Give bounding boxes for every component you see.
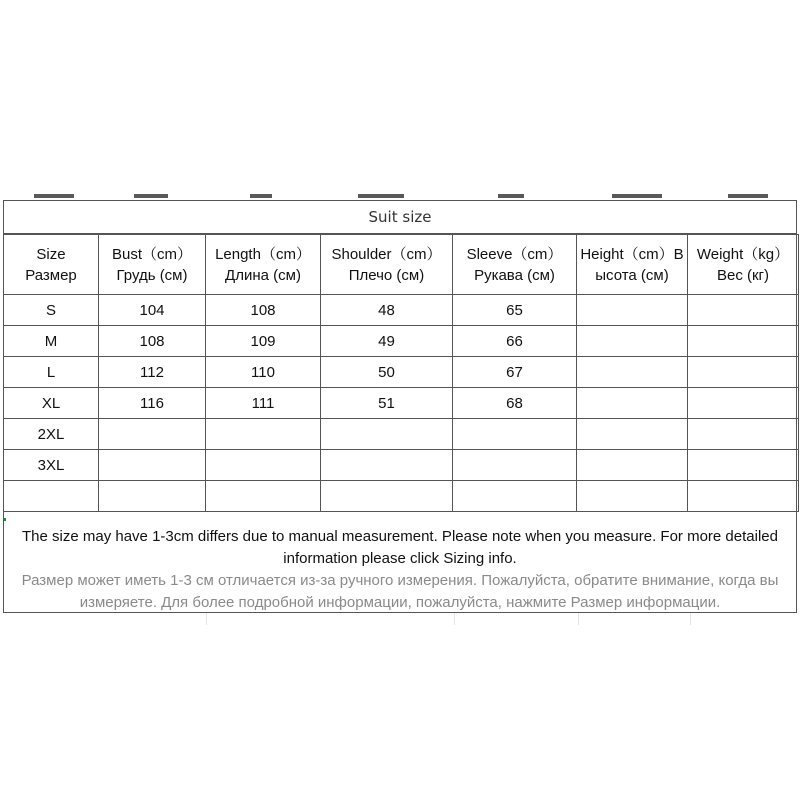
cell-bust: 112: [99, 357, 206, 388]
cell-shoulder: [321, 419, 453, 450]
cell-sleeve: 67: [453, 357, 577, 388]
cell-height: [577, 481, 688, 512]
cell-shoulder: 51: [321, 388, 453, 419]
table-row: [4, 295, 799, 326]
cell-weight: [688, 357, 799, 388]
cell-length: [206, 419, 321, 450]
cell-size: 3XL: [4, 450, 99, 481]
cell-bust: [99, 450, 206, 481]
table-row: [4, 450, 799, 481]
note-russian: Размер может иметь 1-3 см отличается из-за ручного измерения. Пожалуйста, обратите внимание, когда вы измеряете. Для более подробной информации, пожалуйста, нажмите Размер информации.: [21, 572, 779, 611]
cell-bust: 104: [99, 295, 206, 326]
cell-size: S: [4, 295, 99, 326]
cell-bust: [99, 419, 206, 450]
cell-weight: [688, 419, 799, 450]
cropped-text-fragments: [0, 186, 800, 200]
cell-sleeve: 68: [453, 388, 577, 419]
divider: [206, 613, 207, 625]
table-row: [4, 388, 799, 419]
cell-weight: [688, 388, 799, 419]
cell-weight: [688, 295, 799, 326]
cell-length: [206, 450, 321, 481]
cell-length: 111: [206, 388, 321, 419]
header-sleeve: Sleeve（cm） Рукава (см): [453, 235, 577, 295]
cell-sleeve: [453, 450, 577, 481]
cell-height: [577, 295, 688, 326]
cell-sleeve: [453, 419, 577, 450]
cell-bust: 108: [99, 326, 206, 357]
divider: [578, 613, 579, 625]
table-row: [4, 326, 799, 357]
table-row: [4, 419, 799, 450]
cell-length: 110: [206, 357, 321, 388]
cell-height: [577, 450, 688, 481]
cell-height: [577, 326, 688, 357]
header-size: Size Размер: [4, 235, 99, 295]
corner-marker: [3, 518, 6, 521]
cell-weight: [688, 481, 799, 512]
table-row: [4, 481, 799, 512]
cell-size: 2XL: [4, 419, 99, 450]
header-height: Height（cm）В ысота (см): [577, 235, 688, 295]
header-row: [4, 235, 799, 295]
cell-bust: 116: [99, 388, 206, 419]
size-table: [3, 234, 799, 512]
divider: [454, 613, 455, 625]
cell-shoulder: [321, 481, 453, 512]
cell-weight: [688, 450, 799, 481]
cell-size: L: [4, 357, 99, 388]
cell-length: 109: [206, 326, 321, 357]
cell-size: XL: [4, 388, 99, 419]
header-bust: Bust（cm） Грудь (см): [99, 235, 206, 295]
cell-size: M: [4, 326, 99, 357]
chart-title: Suit size: [4, 201, 796, 234]
cell-size: [4, 481, 99, 512]
size-chart: [3, 200, 797, 613]
divider: [690, 613, 691, 625]
cell-height: [577, 357, 688, 388]
cell-bust: [99, 481, 206, 512]
cell-weight: [688, 326, 799, 357]
header-shoulder: Shoulder（cm） Плечо (см): [321, 235, 453, 295]
cell-shoulder: 49: [321, 326, 453, 357]
cell-height: [577, 388, 688, 419]
cell-height: [577, 419, 688, 450]
cell-sleeve: 65: [453, 295, 577, 326]
cell-shoulder: [321, 450, 453, 481]
cell-sleeve: [453, 481, 577, 512]
cell-length: [206, 481, 321, 512]
measurement-note: [4, 519, 796, 612]
table-row: [4, 357, 799, 388]
note-english: The size may have 1-3cm differs due to manual measurement. Please note when you measure. For more detailed information please click Sizing info.: [22, 528, 778, 567]
cell-shoulder: 48: [321, 295, 453, 326]
header-weight: Weight（kg） Вес (кг): [688, 235, 799, 295]
cell-length: 108: [206, 295, 321, 326]
header-length: Length（cm） Длина (см): [206, 235, 321, 295]
cell-shoulder: 50: [321, 357, 453, 388]
cell-sleeve: 66: [453, 326, 577, 357]
